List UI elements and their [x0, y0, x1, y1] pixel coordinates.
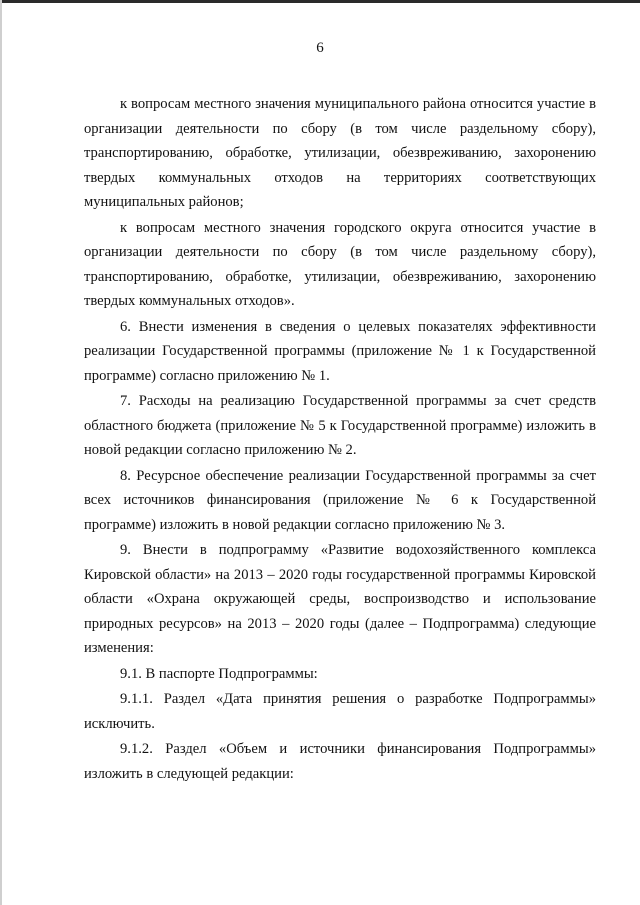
paragraph-item-8: 8. Ресурсное обеспечение реализации Государственной программы за счет всех источников финансирования (приложение № 6 к Государственной программе) изложить в новой редакции согласно приложению № 3. [84, 467, 596, 533]
scan-left-edge [0, 0, 2, 905]
page-number: 6 [316, 40, 324, 56]
document-body [84, 92, 596, 787]
paragraph-city-district: к вопросам местного значения городского округа относится участие в организации деятельности по сбору (в том числе раздельному сбору), транспортированию, обработке, утилизации, обезвреживанию, захоронению твердых коммунальных отходов». [84, 219, 596, 309]
paragraph-item-9-1-1: 9.1.1. Раздел «Дата принятия решения о разработке Подпрограммы» исключить. [84, 691, 596, 732]
paragraph-item-7: 7. Расходы на реализацию Государственной программы за счет средств областного бюджета (приложение № 5 к Государственной программе) изложить в новой редакции согласно приложению № 2. [84, 393, 596, 458]
paragraph-municipal-district: к вопросам местного значения муниципального района относится участие в организации деятельности по сбору (в том числе раздельному сбору), транспортированию, обработке, утилизации, обезвреживанию, захоронению твердых коммунальных отходов на территориях соответствующих муниципальных районов; [84, 96, 596, 210]
scan-top-border [0, 0, 640, 3]
paragraph-item-9: 9. Внести в подпрограмму «Развитие водохозяйственного комплекса Кировской области» на 2013 – 2020 годы государственной программы Кировской области «Охрана окружающей среды, воспроизводство и использование природных ресурсов» на 2013 – 2020 годы (далее – Подпрограмма) следующие изменения: [84, 542, 596, 656]
paragraph-item-9-1-2: 9.1.2. Раздел «Объем и источники финансирования Подпрограммы» изложить в следующей редакции: [84, 741, 596, 782]
paragraph-item-6: 6. Внести изменения в сведения о целевых показателях эффективности реализации Государственной программы (приложение № 1 к Государственной программе) согласно приложению № 1. [84, 318, 596, 384]
paragraph-item-9-1: 9.1. В паспорте Подпрограммы: [120, 665, 318, 682]
